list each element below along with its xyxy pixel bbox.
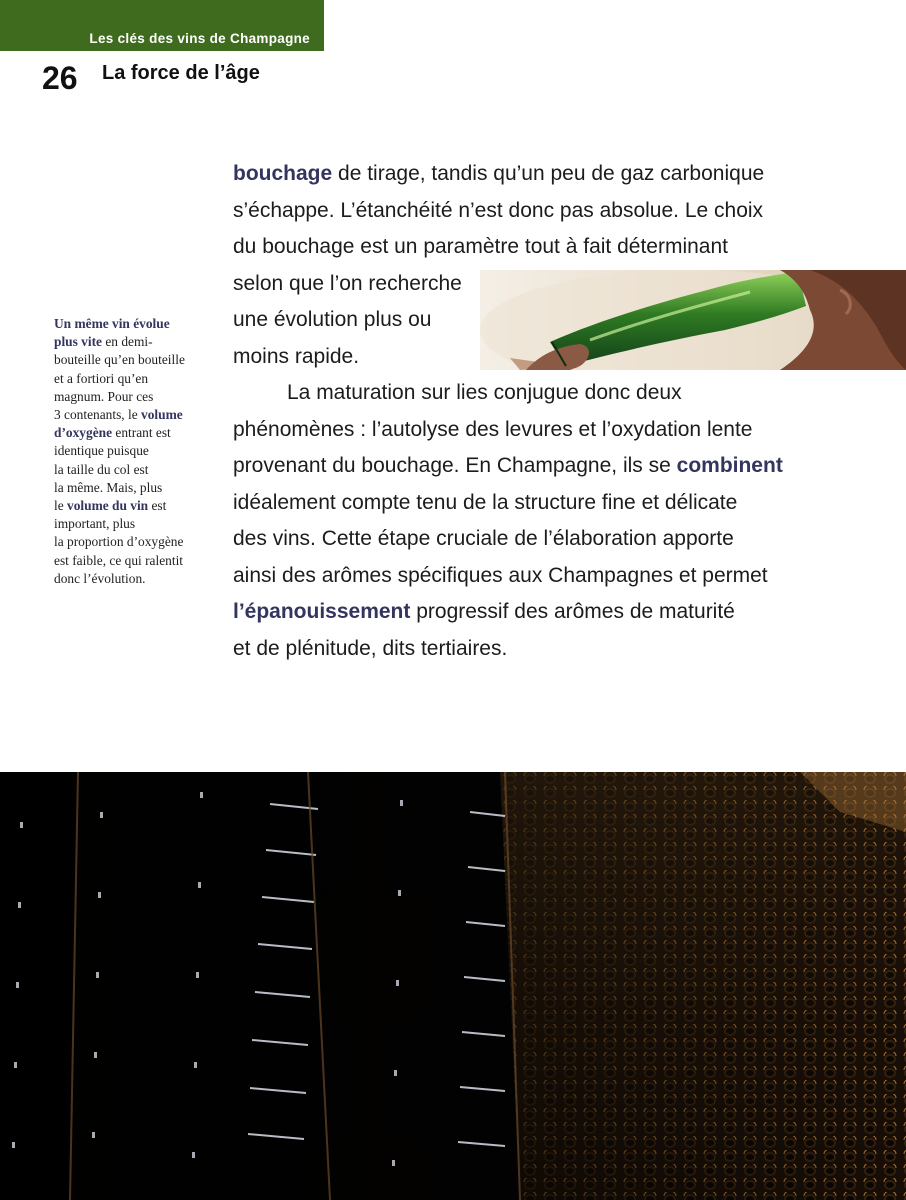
body-line: phénomènes : l’autolyse des levures et l’oxydation lente	[233, 417, 753, 441]
sidenote-highlight: volume	[141, 407, 183, 423]
body-highlight: l’épanouissement	[233, 600, 411, 623]
sidenote-line: donc l’évolution.	[54, 570, 146, 586]
sidenote-line: identique puisque	[54, 443, 149, 459]
sidenote-highlight: d’oxygène	[54, 425, 113, 441]
sidenote-text: est	[148, 498, 167, 514]
sidenote-line	[54, 315, 214, 333]
body-line: ainsi des arômes spécifiques aux Champagnes et permet	[233, 563, 768, 587]
sidenote-highlight: Un même vin évolue	[54, 316, 170, 331]
sidenote-line	[54, 424, 214, 442]
page-number: 26	[42, 60, 78, 96]
sidenote-line: la même. Mais, plus	[54, 479, 163, 495]
sidenote-line: bouteille qu’en bouteille	[54, 352, 185, 368]
body-line: moins rapide.	[233, 344, 360, 368]
body-fragment: progressif des arômes de maturité	[410, 600, 735, 623]
sidenote-highlight: volume du vin	[67, 498, 149, 514]
body-text	[233, 156, 873, 667]
sidenote-line: important, plus	[54, 516, 136, 532]
body-line	[233, 594, 873, 631]
section-tab	[0, 0, 324, 51]
sidenote-text: entrant est	[112, 425, 171, 441]
sidenote-text: en demi-	[102, 334, 153, 350]
body-fragment: de tirage, tandis qu’un peu de gaz carbonique	[332, 162, 765, 185]
sidenote-line: magnum. Pour ces	[54, 388, 154, 404]
sidenote-line	[54, 497, 214, 515]
sidenote-text: le	[54, 498, 68, 514]
section-title: Les clés des vins de Champagne	[89, 31, 310, 46]
wine-cellar-photo	[0, 772, 906, 1200]
body-line: idéalement compte tenu de la structure fine et délicate	[233, 490, 738, 514]
sidenote-highlight: plus vite	[54, 334, 102, 350]
sidenote-line: et a fortiori qu’en	[54, 370, 149, 386]
body-line	[233, 448, 873, 485]
sidenote	[54, 315, 214, 588]
body-line: une évolution plus ou	[233, 308, 432, 331]
bottle-racks-illustration	[0, 772, 906, 1200]
body-fragment: provenant du bouchage. En Champagne, ils se	[233, 454, 677, 477]
sidenote-line	[54, 333, 214, 351]
body-line: selon que l’on recherche	[233, 271, 462, 295]
body-highlight: bouchage	[233, 162, 333, 185]
sidenote-line	[54, 406, 214, 424]
body-line: des vins. Cette étape cruciale de l’élaboration apporte	[233, 527, 734, 550]
body-line: s’échappe. L’étanchéité n’est donc pas absolue. Le choix	[233, 198, 764, 222]
chapter-title: La force de l’âge	[102, 62, 260, 84]
body-line	[233, 156, 873, 193]
body-line: du bouchage est un paramètre tout à fait déterminant	[233, 235, 728, 258]
body-highlight: combinent	[676, 454, 783, 477]
sidenote-line: la proportion d’oxygène	[54, 534, 184, 550]
sidenote-line: la taille du col est	[54, 461, 149, 477]
bottle-pouring-illustration	[480, 270, 906, 370]
sidenote-line: est faible, ce qui ralentit	[54, 552, 184, 568]
body-line: La maturation sur lies conjugue donc deux	[287, 381, 682, 404]
sidenote-text: 3 contenants, le	[54, 407, 142, 423]
bottle-pouring-photo	[480, 270, 906, 370]
body-line: et de plénitude, dits tertiaires.	[233, 636, 508, 660]
